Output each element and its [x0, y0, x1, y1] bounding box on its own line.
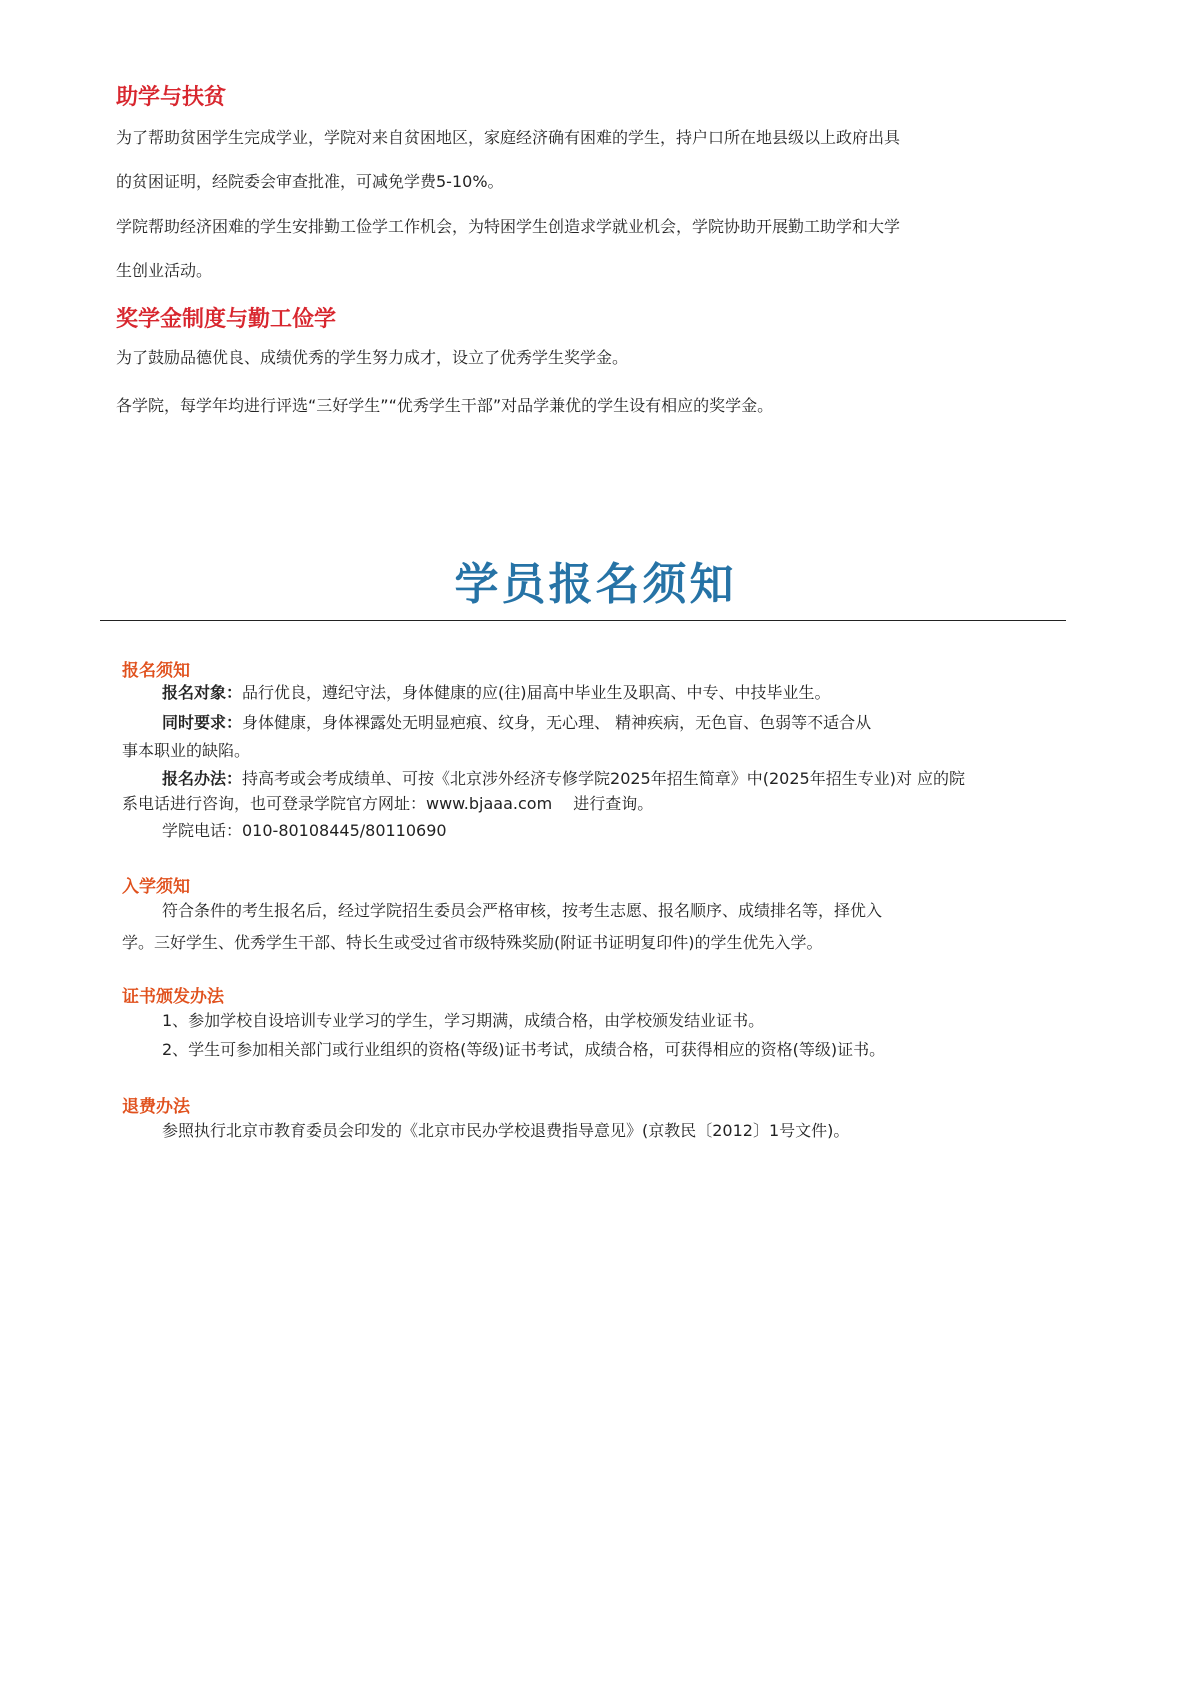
registration-requirement-label: 同时要求：: [162, 713, 243, 732]
scholarship-paragraph-1: 为了鼓励品德优良、成绩优秀的学生努力成才，设立了优秀学生奖学金。: [116, 348, 629, 367]
enrollment-line-1: 符合条件的考生报名后，经过学院招生委员会严格审核，按考生志愿、报名顺序、成绩排名等，择优入: [162, 901, 883, 920]
registration-method-label: 报名办法：: [162, 769, 243, 788]
aid-paragraph-2-line-1: 学院帮助经济困难的学生安排勤工俭学工作机会，为特困学生创造求学就业机会，学院协助开展勤工助学和大学: [116, 217, 901, 236]
registration-target-label: 报名对象：: [162, 683, 243, 702]
scholarship-paragraph-2: 各学院，每学年均进行评选“三好学生”“优秀学生干部”对品学兼优的学生设有相应的奖学金。: [116, 396, 774, 415]
registration-method-text: 持高考或会考成绩单、可按《北京涉外经济专修学院2025年招生简章》中(2025年招生专业)对 应的院: [242, 769, 966, 788]
enrollment-heading: 入学须知: [122, 877, 190, 897]
certificate-item-2: 2、学生可参加相关部门或行业组织的资格(等级)证书考试，成绩合格，可获得相应的资格(等级)证书。: [162, 1040, 886, 1059]
aid-paragraph-1-line-1: 为了帮助贫困学生完成学业，学院对来自贫困地区，家庭经济确有困难的学生，持户口所在地县级以上政府出具: [116, 128, 901, 147]
registration-target-text: 品行优良，遵纪守法，身体健康的应(往)届高中毕业生及职高、中专、中技毕业生。: [242, 683, 831, 702]
registration-method-line-2: 系电话进行咨询，也可登录学院官方网址：www.bjaaa.com 进行查询。: [122, 794, 654, 813]
aid-heading: 助学与扶贫: [116, 85, 227, 110]
scholarship-heading: 奖学金制度与勤工俭学: [116, 307, 337, 332]
registration-requirement-line-2: 事本职业的缺陷。: [122, 741, 251, 760]
aid-paragraph-1-line-2: 的贫困证明，经院委会审查批准，可减免学费5-10%。: [116, 172, 504, 191]
registration-target: [162, 680, 831, 703]
aid-paragraph-2-line-2: 生创业活动。: [116, 261, 213, 280]
refund-text: 参照执行北京市教育委员会印发的《北京市民办学校退费指导意见》(京教民〔2012〕1号文件)。: [162, 1121, 850, 1140]
registration-heading: 报名须知: [122, 661, 190, 681]
refund-heading: 退费办法: [122, 1097, 190, 1117]
registration-method: [162, 766, 965, 789]
certificate-item-1: 1、参加学校自设培训专业学习的学生，学习期满，成绩合格，由学校颁发结业证书。: [162, 1011, 765, 1030]
enrollment-line-2: 学。三好学生、优秀学生干部、特长生或受过省市级特殊奖励(附证书证明复印件)的学生优先入学。: [122, 933, 823, 952]
certificate-heading: 证书颁发办法: [122, 987, 224, 1007]
notice-title: 学员报名须知: [454, 559, 737, 610]
title-divider: [100, 620, 1066, 621]
registration-requirement-text: 身体健康，身体裸露处无明显疤痕、纹身，无心理、 精神疾病，无色盲、色弱等不适合从: [242, 713, 872, 732]
college-phone: 学院电话：010-80108445/80110690: [162, 821, 447, 840]
registration-requirement: [162, 710, 871, 733]
